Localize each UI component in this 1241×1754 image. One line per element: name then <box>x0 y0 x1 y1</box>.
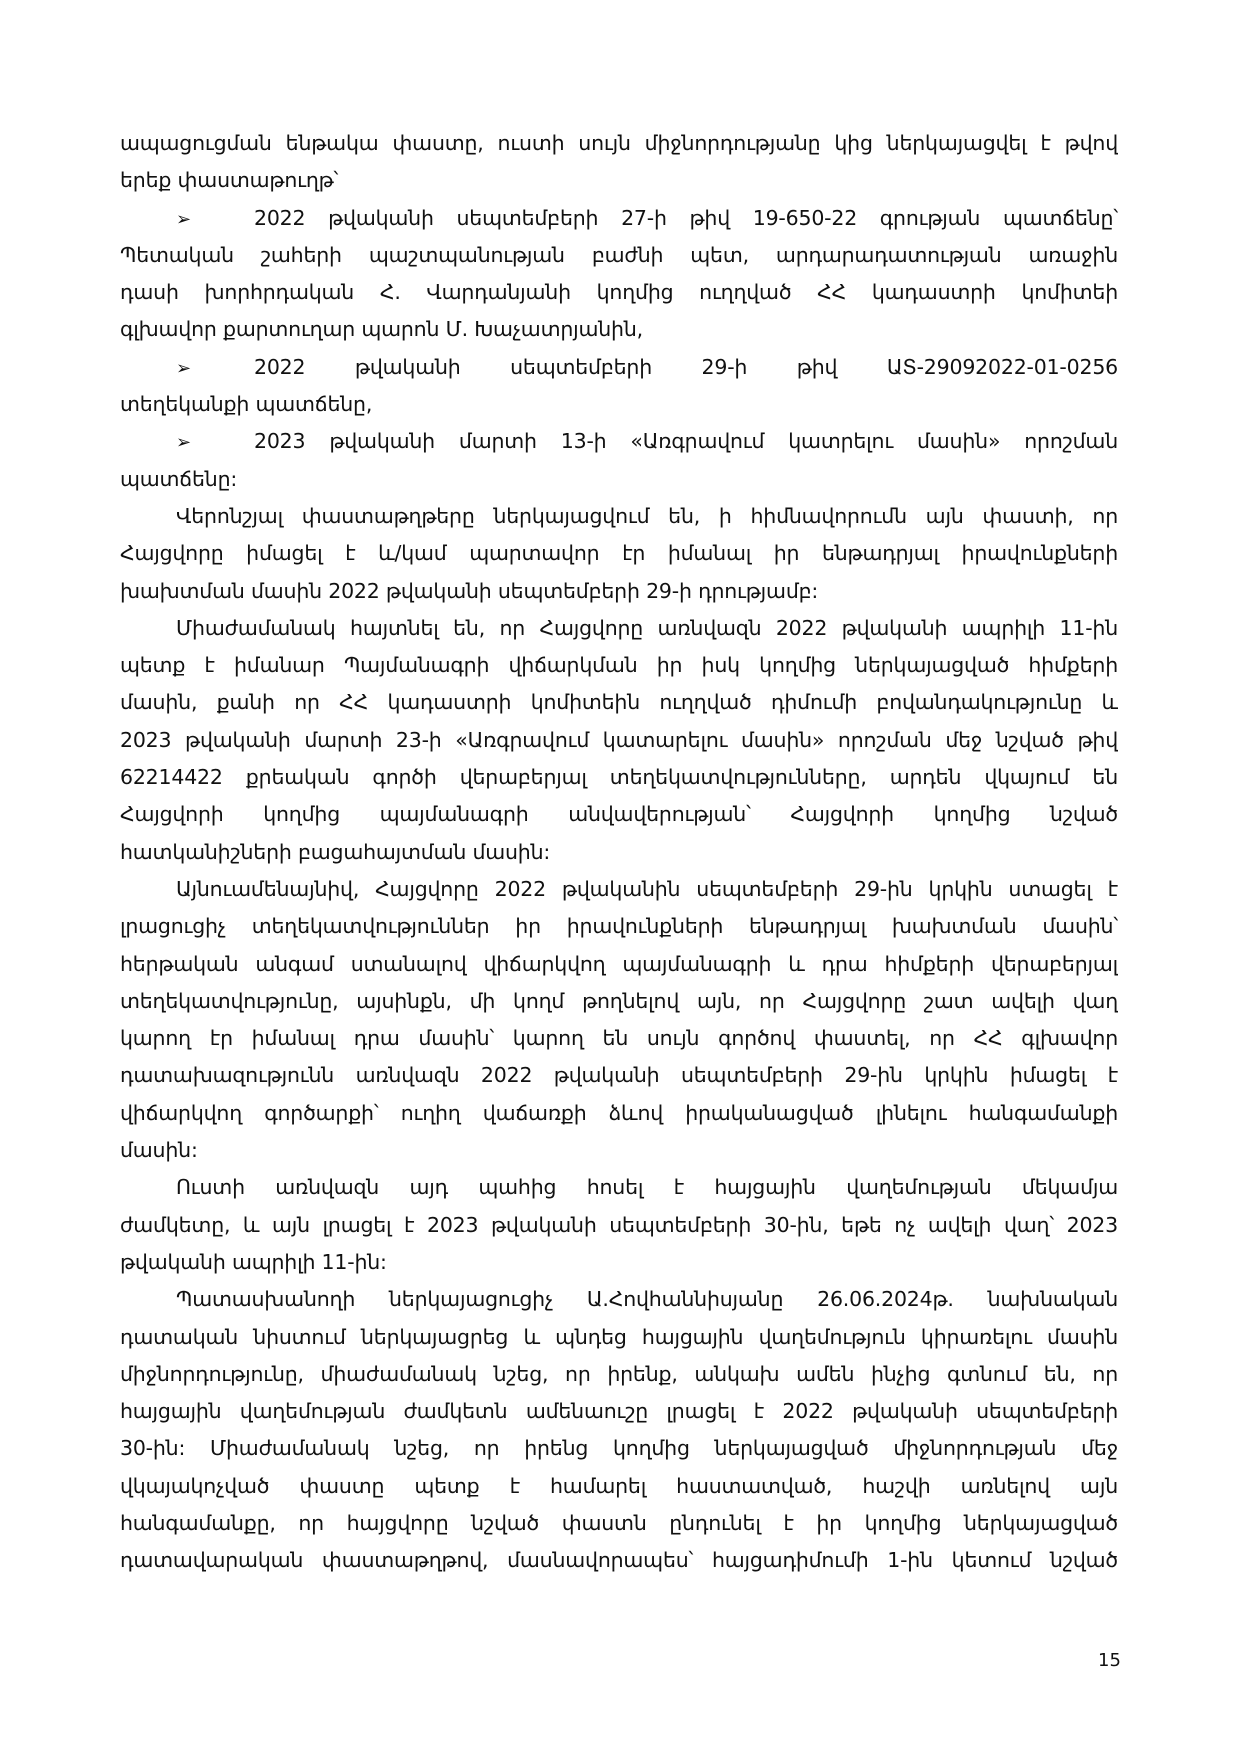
text-line: դասի խորհրդական Հ. Վարդանյանի կողմից ուղղված ՀՀ կադաստրի կոմիտեի <box>120 280 1118 305</box>
text-line: թվականի ապրիլի 11-ին: <box>120 1249 387 1274</box>
bullet-item <box>120 200 1118 237</box>
text-line: 2023 թվականի մարտի 23-ի «Առգրավում կատարելու մասին» որոշման մեջ նշված թիվ <box>120 727 1118 752</box>
text-line: Պետական շահերի պաշտպանության բաժնի պետ, արդարադատության առաջին <box>120 242 1118 267</box>
text-line: գլխավոր քարտուղար պարոն Մ. Խաչատրյանին, <box>120 317 643 342</box>
page-number: 15 <box>1098 1650 1121 1671</box>
text-line: երեք փաստաթուղթ՝ <box>120 168 339 193</box>
arrow-bullet-icon: ➢ <box>176 208 191 230</box>
text-line: Հայցվորը իմացել է և/կամ պարտավոր էր իմանալ իր ենթադրյալ իրավունքների <box>120 541 1118 566</box>
text-line: Հայցվորի կողմից պայմանագրի անվավերության՝ Հայցվորի կողմից նշված <box>120 802 1118 827</box>
paragraph-first-line: Միաժամանակ հայտնել են, որ Հայցվորը առնվազն 2022 թվականի ապրիլի 11-ին <box>176 615 1118 640</box>
text-line: ժամկետը, և այն լրացել է 2023 թվականի սեպտեմբերի 30-ին, եթե ոչ ավելի վաղ՝ 2023 <box>120 1212 1118 1237</box>
paragraph-first-line: Ուստի առնվազն այդ պահից հոսել է հայցային վաղեմության մեկամյա <box>176 1175 1118 1200</box>
text-line: դատական նիստում ներկայացրեց և պնդեց հայցային վաղեմություն կիրառելու մասին <box>120 1324 1118 1349</box>
text-line: տեղեկատվությունը, այսինքն, մի կողմ թողնելով այն, որ Հայցվորը շատ ավելի վաղ <box>120 988 1118 1013</box>
text-line: հերթական անգամ ստանալով վիճարկվող պայմանագրի և դրա հիմքերի վերաբերյալ <box>120 951 1118 976</box>
bullet-item <box>120 423 1118 460</box>
bullet-text: 2022 թվականի սեպտեմբերի 27-ի թիվ 19-650-22 գրության պատճենը՝ <box>254 205 1118 230</box>
text-line: վիճարկվող գործարքի՝ ուղիղ վաճառքի ձևով իրականացված լինելու հանգամանքի <box>120 1100 1118 1125</box>
text-line: կարող էր իմանալ դրա մասին՝ կարող են սույն գործով փաստել, որ ՀՀ գլխավոր <box>120 1026 1118 1051</box>
text-line: լրացուցիչ տեղեկատվություններ իր իրավունքների ենթադրյալ խախտման մասին՝ <box>120 914 1118 939</box>
text-line: մասին: <box>120 1138 198 1163</box>
text-line: հանգամանքը, որ հայցվորը նշված փաստն ընդունել է իր կողմից ներկայացված <box>120 1510 1118 1535</box>
text-line: 30-ին: Միաժամանակ նշեց, որ իրենց կողմից ներկայացված միջնորդության մեջ <box>120 1436 1118 1461</box>
paragraph-first-line: Այնուամենայնիվ, Հայցվորը 2022 թվականին սեպտեմբերի 29-ին կրկին ստացել է <box>176 876 1118 901</box>
text-line: դատախազությունն առնվազն 2022 թվականի սեպտեմբերի 29-ին կրկին իմացել է <box>120 1063 1118 1088</box>
bullet-item <box>120 349 1118 386</box>
text-line: մասին, քանի որ ՀՀ կադաստրի կոմիտեին ուղղված դիմումի բովանդակությունը և <box>120 690 1118 715</box>
arrow-bullet-icon: ➢ <box>176 357 191 379</box>
text-line: տեղեկանքի պատճենը, <box>120 392 373 417</box>
text-line: միջնորդությունը, միաժամանակ նշեց, որ իրենք, անկախ ամեն ինչից գտնում են, որ <box>120 1361 1118 1386</box>
arrow-bullet-icon: ➢ <box>176 432 191 454</box>
text-line: վկայակոչված փաստը պետք է համարել հաստատված, հաշվի առնելով այն <box>120 1473 1118 1498</box>
text-line: խախտման մասին 2022 թվականի սեպտեմբերի 29-ի դրությամբ: <box>120 578 819 603</box>
bullet-text: 2022 թվականի սեպտեմբերի 29-ի թիվ ԱՏ-29092022-01-0256 <box>254 354 1118 379</box>
bullet-text: 2023 թվականի մարտի 13-ի «Առգրավում կատրելու մասին» որոշման <box>254 429 1118 454</box>
paragraph-first-line: Պատասխանողի ներկայացուցիչ Ա.Հովհաննիսյանը 26.06.2024թ. նախնական <box>176 1287 1118 1312</box>
text-line: ապացուցման ենթակա փաստը, ուստի սույն միջնորդությանը կից ներկայացվել է թվով <box>120 131 1118 155</box>
paragraph-first-line: Վերոնշյալ փաստաթղթերը ներկայացվում են, ի հիմնավորումն այն փաստի, որ <box>176 503 1118 528</box>
text-line: 62214422 քրեական գործի վերաբերյալ տեղեկատվությունները, արդեն վկայում են <box>120 765 1118 790</box>
text-line: դատավարական փաստաթղթով, մասնավորապես՝ հայցադիմումի 1-ին կետում նշված <box>120 1548 1118 1573</box>
text-line: հատկանիշների բացահայտման մասին: <box>120 839 551 864</box>
text-line: պատճենը: <box>120 466 238 491</box>
document-body <box>120 125 1118 1580</box>
text-line: հայցային վաղեմության ժամկետն ամենաուշը լրացել է 2022 թվականի սեպտեմբերի <box>120 1399 1118 1424</box>
text-line: պետք է իմանար Պայմանագրի վիճարկման իր իսկ կողմից ներկայացված հիմքերի <box>120 653 1118 678</box>
